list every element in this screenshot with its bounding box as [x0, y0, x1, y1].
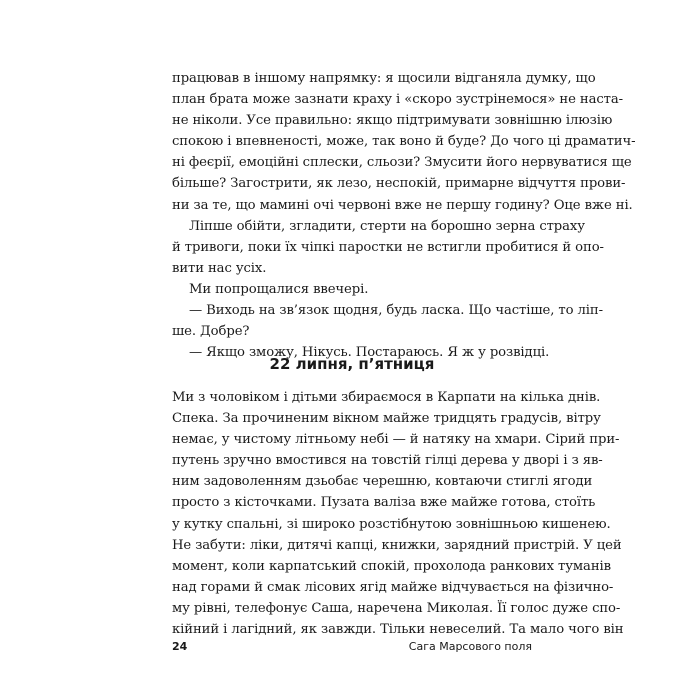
text-line: у кутку спальні, зі широко розстібнутою зовнішньою кишенею. — [172, 516, 611, 532]
text-line: над горами й смак лісових ягід майже відчувається на фізично- — [172, 579, 614, 595]
text-line: Ми попрощалися ввечері. — [189, 281, 369, 297]
text-line: кійний і лагідний, як завжди. Тільки невеселий. Та мало чого він — [172, 622, 624, 638]
text-line: — Виходь на зв’язок щодня, будь ласка. Що частіше, то ліп- — [189, 303, 603, 319]
text-line: ним задоволенням дзьобає черешню, ковтаючи стиглі ягоди — [172, 474, 593, 490]
page-number: 24 — [172, 640, 188, 653]
text-line: спокою і впевненості, може, так воно й буде? До чого ці драматич- — [172, 134, 636, 150]
text-line: більше? Загострити, як лезо, неспокій, примарне відчуття прови- — [172, 176, 626, 192]
text-line: ше. Добре? — [172, 324, 250, 340]
text-line: ні феєрії, емоційні сплески, сльози? Змусити його нервуватися ще — [172, 155, 632, 171]
text-line: Не забути: ліки, дитячі капці, книжки, зарядний пристрій. У цей — [172, 537, 622, 553]
text-line: му рівні, телефонує Саша, наречена Миколая. Її голос дуже спо- — [172, 600, 621, 616]
text-section-2 — [172, 387, 624, 640]
text-line: немає, у чистому літньому небі — й натяку на хмари. Сірий при- — [172, 432, 620, 448]
text-section-1 — [172, 68, 636, 363]
text-line: план брата може зазнати краху і «скоро зустрінемося» не наста- — [172, 92, 623, 108]
section-heading: 22 липня, п’ятниця — [269, 355, 435, 373]
text-line: момент, коли карпатський спокій, прохолода ранкових туманів — [172, 558, 611, 574]
text-line: працював в іншому напрямку: я щосили відганяла думку, що — [172, 71, 596, 86]
running-title: Сага Марсового поля — [408, 640, 532, 653]
text-line: путень зручно вмостився на товстій гілці дерева у дворі і з яв- — [172, 453, 603, 469]
text-line: не ніколи. Усе правильно: якщо підтримувати зовнішню ілюзію — [172, 113, 613, 129]
text-line: й тривоги, поки їх чіпкі паростки не встигли пробитися й опо- — [172, 239, 604, 255]
text-line: Ми з чоловіком і дітьми збираємося в Карпати на кілька днів. — [172, 390, 601, 405]
text-line: просто з кісточками. Пузата валіза вже майже готова, стоїть — [172, 495, 596, 511]
text-line: Спека. За прочиненим вікном майже тридцять градусів, вітру — [172, 411, 601, 427]
text-line: ни за те, що мамині очі червоні вже не першу годину? Оце вже ні. — [172, 197, 633, 213]
text-line: — Якщо зможу, Нікусь. Постараюсь. Я ж у розвідці. — [189, 345, 550, 361]
text-line: вити нас усіх. — [172, 260, 267, 276]
text-line: Ліпше обійти, згладити, стерти на борошно зерна страху — [189, 218, 585, 234]
